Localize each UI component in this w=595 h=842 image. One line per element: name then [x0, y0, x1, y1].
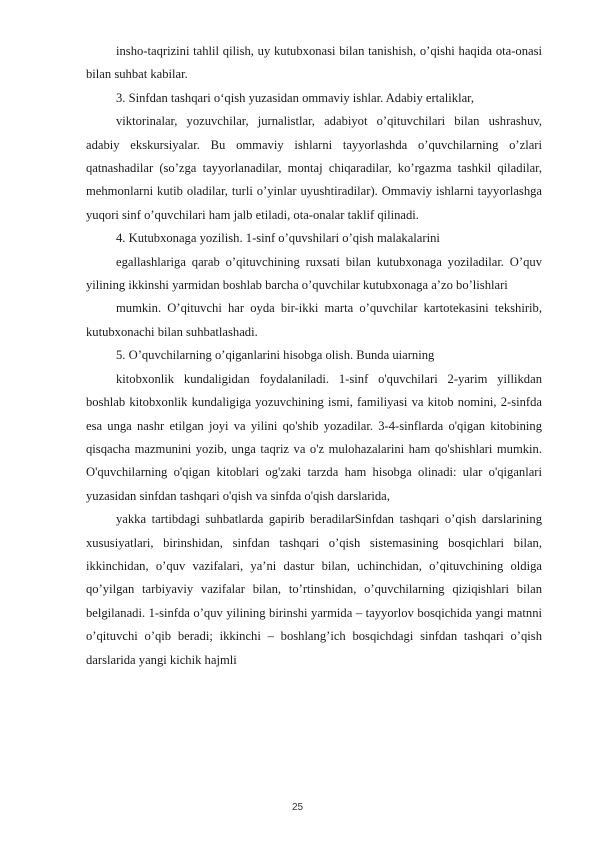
- paragraph-8: kitobxonlik kundaligidan foydalaniladi. 1-sinf o'quvchilari 2-yarim yillikdan boshlab kitobxonlik kundaligiga yozuvchining ismi, familiyasi va kitob nomini, 2-sinfda esa unga nashr etilgan joyi va yilini qo'shib yozadilar. 3-4-sinflarda o'qigan kitobining qisqacha mazmunini yozib, unga taqriz va o'z mulohazalarini ham qo'shishlari mumkin. O'quvchilarning o'qigan kitoblari og'zaki tarzda ham hisobga olinadi: ular o'qiganlari yuzasidan sinfdan tashqari o'qish va sinfda o'qish darslarida,: [86, 371, 542, 503]
- paragraph-9: yakka tartibdagi suhbatlarda gapirib beradilarSinfdan tashqari o’qish darslarining xususiyatlari, birinshidan, sinfdan tashqari o’qish sistemasining bosqichlari bilan, ikkinchidan, o’quv vazifalari, ya’ni dastur bilan, uchinchidan, o’qituvchining oldiga qo’yilgan tarbiyaviy vazifalar bilan, to’rtinshidan, o’quvchilarning qiziqishlari bilan belgilanadi. 1-sinfda o’quv yilining birinshi yarmida – tayyorlov bosqichida yangi matnni o’qituvchi o’qib beradi; ikkinchi – boshlang’ich bosqichdagi sinfdan tashqari o’qish darslarida yangi kichik hajmli: [86, 512, 542, 667]
- paragraph-5: egallashlariga qarab o’qituvchining ruxsati bilan kutubxonaga yoziladilar. O’quv yilining ikkinshi yarmidan boshlab barcha o’quvchilar kutubxonaga a’zo bo’lishlari: [86, 254, 542, 293]
- paragraph-6: mumkin. O’qituvchi har oyda bir-ikki marta o’quvchilar kartotekasini tekshirib, kutubxonachi bilan suhbatlashadi.: [86, 301, 542, 339]
- paragraph-1: insho-taqrizini tahlil qilish, uy kutubxonasi bilan tanishish, o’qishi haqida ota-onasi bilan suhbat kabilar.: [86, 44, 542, 82]
- paragraph-7: 5. O’quvchilarning o’qiganlarini hisobga olish. Bunda uiarning: [116, 348, 435, 363]
- paragraph-4: 4. Kutubxonaga yozilish. 1-sinf o’quvshilari o’qish malakalarini: [116, 231, 440, 246]
- page-number: 25: [291, 802, 304, 813]
- document-page: [86, 40, 542, 672]
- paragraph-3: viktorinalar, yozuvchilar, jurnalistlar, adabiyot o’qituvchilari bilan ushrashuv, adabiy ekskursiyalar. Bu ommaviy ishlarni tayyorlashda o’quvchilarning o’zlari qatnashadilar (so’zga tayyorlanadilar, montaj chiqaradilar, ko’rgazma tashkil qiladilar, mehmonlarni kutib oladilar, turli o’yinlar uyushtiradilar). Ommaviy ishlarni tayyorlashga yuqori sinf o’quvchilari ham jalb etiladi, ota-onalar taklif qilinadi.: [86, 114, 542, 222]
- paragraph-2: 3. Sinfdan tashqari o‘qish yuzasidan ommaviy ishlar. Adabiy ertaliklar,: [116, 90, 474, 105]
